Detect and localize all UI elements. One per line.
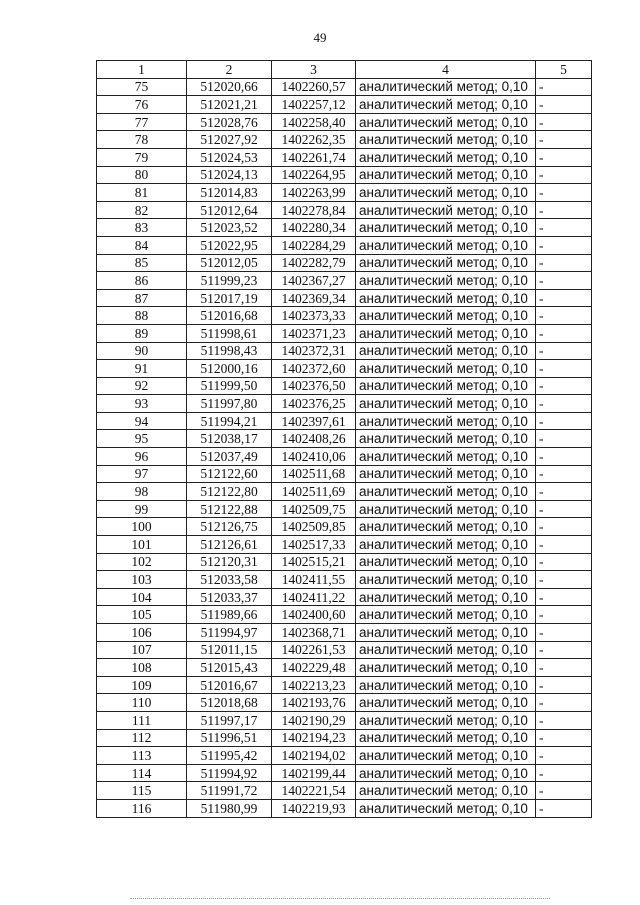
footer-scan-marks xyxy=(130,898,550,901)
note-cell: - xyxy=(536,377,592,395)
table-row xyxy=(97,500,592,518)
x-coordinate-cell: 512017,19 xyxy=(187,289,272,307)
table-row xyxy=(97,96,592,114)
point-number-cell: 100 xyxy=(97,518,187,536)
note-cell: - xyxy=(536,307,592,325)
page-number: 49 xyxy=(313,30,327,45)
point-number-cell: 90 xyxy=(97,342,187,360)
point-number-cell: 78 xyxy=(97,131,187,149)
table-row xyxy=(97,465,592,483)
header-col-3: 3 xyxy=(272,61,356,79)
y-coordinate-cell: 1402408,26 xyxy=(272,430,356,448)
x-coordinate-cell: 512018,68 xyxy=(187,694,272,712)
point-number-cell: 108 xyxy=(97,659,187,677)
table-row xyxy=(97,78,592,96)
y-coordinate-cell: 1402411,22 xyxy=(272,588,356,606)
y-coordinate-cell: 1402193,76 xyxy=(272,694,356,712)
y-coordinate-cell: 1402260,57 xyxy=(272,78,356,96)
x-coordinate-cell: 512012,64 xyxy=(187,201,272,219)
table-row xyxy=(97,729,592,747)
table-row xyxy=(97,588,592,606)
method-accuracy-cell: аналитический метод; 0,10 xyxy=(356,483,536,501)
x-coordinate-cell: 511998,61 xyxy=(187,324,272,342)
method-accuracy-cell: аналитический метод; 0,10 xyxy=(356,694,536,712)
point-number-cell: 82 xyxy=(97,201,187,219)
y-coordinate-cell: 1402261,53 xyxy=(272,641,356,659)
y-coordinate-cell: 1402229,48 xyxy=(272,659,356,677)
note-cell: - xyxy=(536,342,592,360)
method-accuracy-cell: аналитический метод; 0,10 xyxy=(356,219,536,237)
x-coordinate-cell: 512027,92 xyxy=(187,131,272,149)
note-cell: - xyxy=(536,536,592,554)
method-accuracy-cell: аналитический метод; 0,10 xyxy=(356,782,536,800)
y-coordinate-cell: 1402194,23 xyxy=(272,729,356,747)
point-number-cell: 81 xyxy=(97,184,187,202)
y-coordinate-cell: 1402511,69 xyxy=(272,483,356,501)
point-number-cell: 114 xyxy=(97,764,187,782)
y-coordinate-cell: 1402284,29 xyxy=(272,236,356,254)
y-coordinate-cell: 1402509,85 xyxy=(272,518,356,536)
x-coordinate-cell: 512126,75 xyxy=(187,518,272,536)
point-number-cell: 110 xyxy=(97,694,187,712)
y-coordinate-cell: 1402372,60 xyxy=(272,360,356,378)
table-row xyxy=(97,430,592,448)
note-cell: - xyxy=(536,219,592,237)
point-number-cell: 98 xyxy=(97,483,187,501)
header-col-2: 2 xyxy=(187,61,272,79)
method-accuracy-cell: аналитический метод; 0,10 xyxy=(356,571,536,589)
point-number-cell: 84 xyxy=(97,236,187,254)
note-cell: - xyxy=(536,694,592,712)
method-accuracy-cell: аналитический метод; 0,10 xyxy=(356,342,536,360)
coordinates-table xyxy=(96,60,592,818)
note-cell: - xyxy=(536,412,592,430)
note-cell: - xyxy=(536,324,592,342)
note-cell: - xyxy=(536,782,592,800)
x-coordinate-cell: 511995,42 xyxy=(187,747,272,765)
point-number-cell: 86 xyxy=(97,272,187,290)
header-col-4: 4 xyxy=(356,61,536,79)
table-row xyxy=(97,113,592,131)
method-accuracy-cell: аналитический метод; 0,10 xyxy=(356,448,536,466)
x-coordinate-cell: 512011,15 xyxy=(187,641,272,659)
y-coordinate-cell: 1402397,61 xyxy=(272,412,356,430)
method-accuracy-cell: аналитический метод; 0,10 xyxy=(356,764,536,782)
x-coordinate-cell: 512033,58 xyxy=(187,571,272,589)
table-row xyxy=(97,747,592,765)
table-row xyxy=(97,254,592,272)
point-number-cell: 75 xyxy=(97,78,187,96)
point-number-cell: 113 xyxy=(97,747,187,765)
point-number-cell: 80 xyxy=(97,166,187,184)
note-cell: - xyxy=(536,289,592,307)
table-row xyxy=(97,342,592,360)
point-number-cell: 111 xyxy=(97,711,187,729)
x-coordinate-cell: 512015,43 xyxy=(187,659,272,677)
x-coordinate-cell: 512016,68 xyxy=(187,307,272,325)
point-number-cell: 99 xyxy=(97,500,187,518)
y-coordinate-cell: 1402280,34 xyxy=(272,219,356,237)
table-row xyxy=(97,518,592,536)
note-cell: - xyxy=(536,624,592,642)
table-header-row xyxy=(97,61,592,79)
y-coordinate-cell: 1402511,68 xyxy=(272,465,356,483)
note-cell: - xyxy=(536,395,592,413)
x-coordinate-cell: 511994,21 xyxy=(187,412,272,430)
point-number-cell: 91 xyxy=(97,360,187,378)
y-coordinate-cell: 1402199,44 xyxy=(272,764,356,782)
note-cell: - xyxy=(536,483,592,501)
method-accuracy-cell: аналитический метод; 0,10 xyxy=(356,236,536,254)
y-coordinate-cell: 1402372,31 xyxy=(272,342,356,360)
y-coordinate-cell: 1402263,99 xyxy=(272,184,356,202)
x-coordinate-cell: 512000,16 xyxy=(187,360,272,378)
y-coordinate-cell: 1402368,71 xyxy=(272,624,356,642)
point-number-cell: 93 xyxy=(97,395,187,413)
point-number-cell: 92 xyxy=(97,377,187,395)
x-coordinate-cell: 512122,80 xyxy=(187,483,272,501)
point-number-cell: 85 xyxy=(97,254,187,272)
table-row xyxy=(97,148,592,166)
y-coordinate-cell: 1402376,25 xyxy=(272,395,356,413)
table-row xyxy=(97,272,592,290)
table-row xyxy=(97,536,592,554)
table-row xyxy=(97,694,592,712)
table-row xyxy=(97,624,592,642)
note-cell: - xyxy=(536,254,592,272)
point-number-cell: 104 xyxy=(97,588,187,606)
table-row xyxy=(97,184,592,202)
note-cell: - xyxy=(536,272,592,290)
method-accuracy-cell: аналитический метод; 0,10 xyxy=(356,360,536,378)
x-coordinate-cell: 512122,88 xyxy=(187,500,272,518)
point-number-cell: 95 xyxy=(97,430,187,448)
y-coordinate-cell: 1402213,23 xyxy=(272,676,356,694)
y-coordinate-cell: 1402371,23 xyxy=(272,324,356,342)
method-accuracy-cell: аналитический метод; 0,10 xyxy=(356,729,536,747)
x-coordinate-cell: 512014,83 xyxy=(187,184,272,202)
y-coordinate-cell: 1402517,33 xyxy=(272,536,356,554)
note-cell: - xyxy=(536,166,592,184)
table-row xyxy=(97,571,592,589)
method-accuracy-cell: аналитический метод; 0,10 xyxy=(356,289,536,307)
table-row xyxy=(97,395,592,413)
point-number-cell: 116 xyxy=(97,799,187,817)
point-number-cell: 106 xyxy=(97,624,187,642)
table-row xyxy=(97,606,592,624)
y-coordinate-cell: 1402369,34 xyxy=(272,289,356,307)
method-accuracy-cell: аналитический метод; 0,10 xyxy=(356,131,536,149)
note-cell: - xyxy=(536,606,592,624)
method-accuracy-cell: аналитический метод; 0,10 xyxy=(356,641,536,659)
note-cell: - xyxy=(536,659,592,677)
method-accuracy-cell: аналитический метод; 0,10 xyxy=(356,377,536,395)
y-coordinate-cell: 1402190,29 xyxy=(272,711,356,729)
note-cell: - xyxy=(536,448,592,466)
x-coordinate-cell: 511994,92 xyxy=(187,764,272,782)
y-coordinate-cell: 1402257,12 xyxy=(272,96,356,114)
table-row xyxy=(97,676,592,694)
y-coordinate-cell: 1402515,21 xyxy=(272,553,356,571)
x-coordinate-cell: 511997,80 xyxy=(187,395,272,413)
point-number-cell: 115 xyxy=(97,782,187,800)
header-col-1: 1 xyxy=(97,61,187,79)
method-accuracy-cell: аналитический метод; 0,10 xyxy=(356,606,536,624)
table-row xyxy=(97,324,592,342)
note-cell: - xyxy=(536,729,592,747)
note-cell: - xyxy=(536,113,592,131)
note-cell: - xyxy=(536,184,592,202)
point-number-cell: 89 xyxy=(97,324,187,342)
x-coordinate-cell: 512012,05 xyxy=(187,254,272,272)
method-accuracy-cell: аналитический метод; 0,10 xyxy=(356,799,536,817)
table-row xyxy=(97,289,592,307)
point-number-cell: 105 xyxy=(97,606,187,624)
table-row xyxy=(97,131,592,149)
method-accuracy-cell: аналитический метод; 0,10 xyxy=(356,166,536,184)
method-accuracy-cell: аналитический метод; 0,10 xyxy=(356,184,536,202)
y-coordinate-cell: 1402411,55 xyxy=(272,571,356,589)
x-coordinate-cell: 512022,95 xyxy=(187,236,272,254)
table-row xyxy=(97,236,592,254)
x-coordinate-cell: 512023,52 xyxy=(187,219,272,237)
x-coordinate-cell: 512016,67 xyxy=(187,676,272,694)
note-cell: - xyxy=(536,747,592,765)
method-accuracy-cell: аналитический метод; 0,10 xyxy=(356,96,536,114)
x-coordinate-cell: 512028,76 xyxy=(187,113,272,131)
method-accuracy-cell: аналитический метод; 0,10 xyxy=(356,254,536,272)
point-number-cell: 88 xyxy=(97,307,187,325)
table-row xyxy=(97,711,592,729)
method-accuracy-cell: аналитический метод; 0,10 xyxy=(356,324,536,342)
x-coordinate-cell: 511980,99 xyxy=(187,799,272,817)
method-accuracy-cell: аналитический метод; 0,10 xyxy=(356,412,536,430)
method-accuracy-cell: аналитический метод; 0,10 xyxy=(356,148,536,166)
table-row xyxy=(97,201,592,219)
x-coordinate-cell: 511991,72 xyxy=(187,782,272,800)
y-coordinate-cell: 1402373,33 xyxy=(272,307,356,325)
point-number-cell: 102 xyxy=(97,553,187,571)
table-row xyxy=(97,799,592,817)
method-accuracy-cell: аналитический метод; 0,10 xyxy=(356,553,536,571)
method-accuracy-cell: аналитический метод; 0,10 xyxy=(356,201,536,219)
table-row xyxy=(97,553,592,571)
x-coordinate-cell: 512033,37 xyxy=(187,588,272,606)
x-coordinate-cell: 512122,60 xyxy=(187,465,272,483)
note-cell: - xyxy=(536,571,592,589)
point-number-cell: 101 xyxy=(97,536,187,554)
y-coordinate-cell: 1402376,50 xyxy=(272,377,356,395)
point-number-cell: 112 xyxy=(97,729,187,747)
x-coordinate-cell: 512024,53 xyxy=(187,148,272,166)
y-coordinate-cell: 1402194,02 xyxy=(272,747,356,765)
point-number-cell: 87 xyxy=(97,289,187,307)
note-cell: - xyxy=(536,201,592,219)
table-row xyxy=(97,641,592,659)
table-row xyxy=(97,659,592,677)
x-coordinate-cell: 512038,17 xyxy=(187,430,272,448)
method-accuracy-cell: аналитический метод; 0,10 xyxy=(356,659,536,677)
method-accuracy-cell: аналитический метод; 0,10 xyxy=(356,676,536,694)
method-accuracy-cell: аналитический метод; 0,10 xyxy=(356,536,536,554)
method-accuracy-cell: аналитический метод; 0,10 xyxy=(356,430,536,448)
point-number-cell: 96 xyxy=(97,448,187,466)
y-coordinate-cell: 1402262,35 xyxy=(272,131,356,149)
note-cell: - xyxy=(536,711,592,729)
point-number-cell: 107 xyxy=(97,641,187,659)
x-coordinate-cell: 511998,43 xyxy=(187,342,272,360)
method-accuracy-cell: аналитический метод; 0,10 xyxy=(356,500,536,518)
y-coordinate-cell: 1402278,84 xyxy=(272,201,356,219)
y-coordinate-cell: 1402221,54 xyxy=(272,782,356,800)
method-accuracy-cell: аналитический метод; 0,10 xyxy=(356,624,536,642)
table-row xyxy=(97,483,592,501)
y-coordinate-cell: 1402410,06 xyxy=(272,448,356,466)
y-coordinate-cell: 1402219,93 xyxy=(272,799,356,817)
y-coordinate-cell: 1402264,95 xyxy=(272,166,356,184)
table-row xyxy=(97,307,592,325)
note-cell: - xyxy=(536,430,592,448)
table-row xyxy=(97,764,592,782)
method-accuracy-cell: аналитический метод; 0,10 xyxy=(356,113,536,131)
x-coordinate-cell: 512126,61 xyxy=(187,536,272,554)
x-coordinate-cell: 511996,51 xyxy=(187,729,272,747)
method-accuracy-cell: аналитический метод; 0,10 xyxy=(356,747,536,765)
x-coordinate-cell: 512020,66 xyxy=(187,78,272,96)
y-coordinate-cell: 1402282,79 xyxy=(272,254,356,272)
note-cell: - xyxy=(536,96,592,114)
note-cell: - xyxy=(536,148,592,166)
y-coordinate-cell: 1402258,40 xyxy=(272,113,356,131)
note-cell: - xyxy=(536,588,592,606)
note-cell: - xyxy=(536,764,592,782)
x-coordinate-cell: 512021,21 xyxy=(187,96,272,114)
note-cell: - xyxy=(536,500,592,518)
point-number-cell: 97 xyxy=(97,465,187,483)
method-accuracy-cell: аналитический метод; 0,10 xyxy=(356,307,536,325)
table-row xyxy=(97,377,592,395)
x-coordinate-cell: 511999,50 xyxy=(187,377,272,395)
note-cell: - xyxy=(536,799,592,817)
table-row xyxy=(97,448,592,466)
method-accuracy-cell: аналитический метод; 0,10 xyxy=(356,465,536,483)
note-cell: - xyxy=(536,641,592,659)
note-cell: - xyxy=(536,131,592,149)
note-cell: - xyxy=(536,518,592,536)
table-row xyxy=(97,166,592,184)
point-number-cell: 79 xyxy=(97,148,187,166)
x-coordinate-cell: 511994,97 xyxy=(187,624,272,642)
note-cell: - xyxy=(536,465,592,483)
method-accuracy-cell: аналитический метод; 0,10 xyxy=(356,272,536,290)
table-row xyxy=(97,412,592,430)
point-number-cell: 77 xyxy=(97,113,187,131)
method-accuracy-cell: аналитический метод; 0,10 xyxy=(356,711,536,729)
x-coordinate-cell: 511999,23 xyxy=(187,272,272,290)
x-coordinate-cell: 511997,17 xyxy=(187,711,272,729)
point-number-cell: 76 xyxy=(97,96,187,114)
y-coordinate-cell: 1402509,75 xyxy=(272,500,356,518)
y-coordinate-cell: 1402261,74 xyxy=(272,148,356,166)
x-coordinate-cell: 512120,31 xyxy=(187,553,272,571)
table-row xyxy=(97,219,592,237)
header-col-5: 5 xyxy=(536,61,592,79)
method-accuracy-cell: аналитический метод; 0,10 xyxy=(356,395,536,413)
x-coordinate-cell: 512024,13 xyxy=(187,166,272,184)
note-cell: - xyxy=(536,553,592,571)
note-cell: - xyxy=(536,676,592,694)
note-cell: - xyxy=(536,236,592,254)
method-accuracy-cell: аналитический метод; 0,10 xyxy=(356,588,536,606)
note-cell: - xyxy=(536,360,592,378)
y-coordinate-cell: 1402367,27 xyxy=(272,272,356,290)
y-coordinate-cell: 1402400,60 xyxy=(272,606,356,624)
x-coordinate-cell: 511989,66 xyxy=(187,606,272,624)
x-coordinate-cell: 512037,49 xyxy=(187,448,272,466)
point-number-cell: 94 xyxy=(97,412,187,430)
method-accuracy-cell: аналитический метод; 0,10 xyxy=(356,78,536,96)
point-number-cell: 103 xyxy=(97,571,187,589)
point-number-cell: 109 xyxy=(97,676,187,694)
point-number-cell: 83 xyxy=(97,219,187,237)
note-cell: - xyxy=(536,78,592,96)
table-row xyxy=(97,360,592,378)
method-accuracy-cell: аналитический метод; 0,10 xyxy=(356,518,536,536)
table-row xyxy=(97,782,592,800)
